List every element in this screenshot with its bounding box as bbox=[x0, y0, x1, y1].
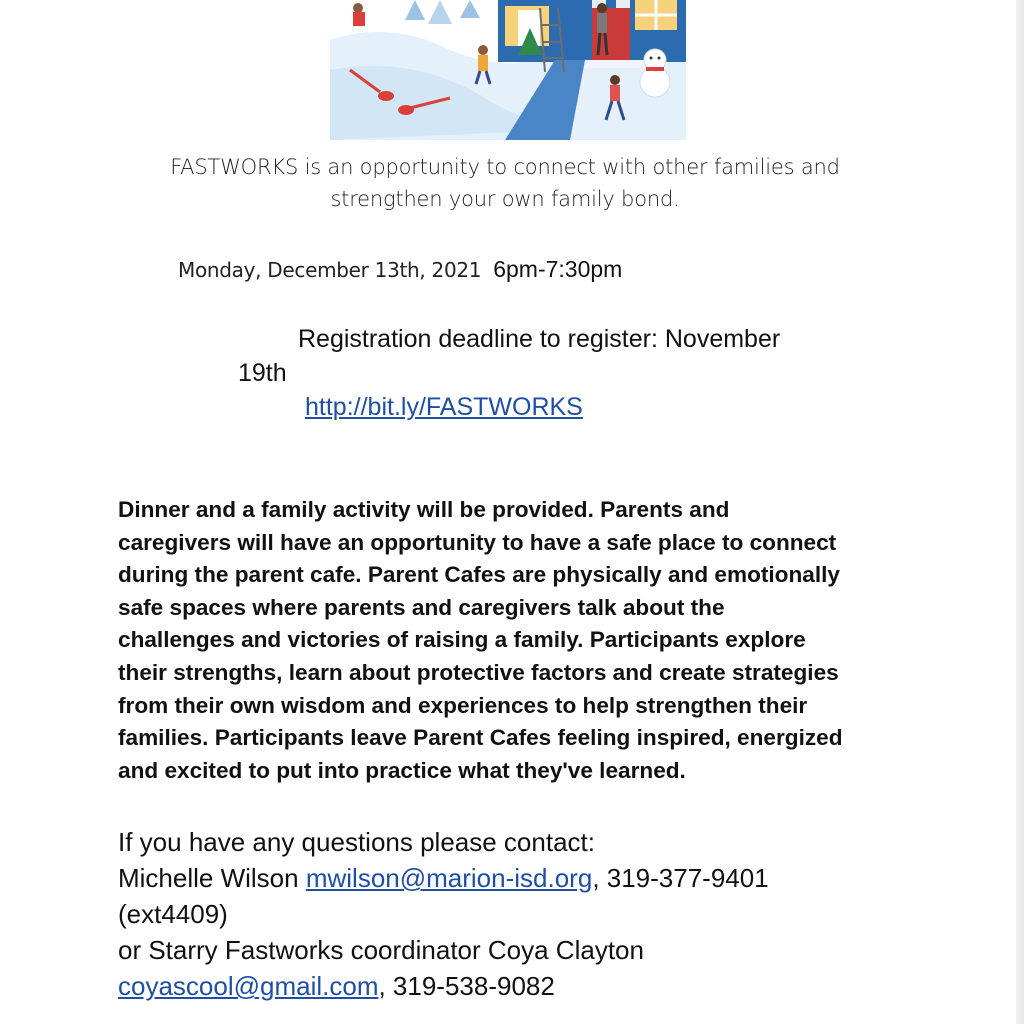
event-description bbox=[118, 494, 998, 787]
event-date-time bbox=[178, 256, 622, 283]
event-time: 6pm-7:30pm bbox=[493, 256, 623, 282]
contact-person-1-email-link[interactable]: mwilson@marion-isd.org bbox=[305, 863, 593, 893]
description-line: families. Participants leave Parent Cafes feeling inspired, energized bbox=[118, 725, 843, 751]
contact-person-2-email-link[interactable]: coyascool@gmail.com bbox=[118, 971, 379, 1001]
description-line: their strengths, learn about protective factors and create strategies bbox=[118, 659, 839, 685]
intro-line-2: strengthen your own family bond. bbox=[330, 187, 680, 211]
registration-link[interactable]: http://bit.ly/FASTWORKS bbox=[305, 393, 583, 421]
registration-deadline-line-1: Registration deadline to register: November bbox=[298, 325, 781, 353]
description-line: and excited to put into practice what they've learned. bbox=[118, 757, 686, 783]
page-edge bbox=[1016, 0, 1024, 1024]
contact-section bbox=[118, 824, 769, 1004]
contact-intro: If you have any questions please contact: bbox=[118, 827, 595, 857]
intro-line-1: FASTWORKS is an opportunity to connect with other families and bbox=[170, 155, 840, 179]
description-line: caregivers will have an opportunity to have a safe place to connect bbox=[118, 529, 837, 555]
description-line: from their own wisdom and experiences to help strengthen their bbox=[118, 692, 808, 718]
description-line: during the parent cafe. Parent Cafes are physically and emotionally bbox=[118, 562, 840, 588]
contact-person-2: or Starry Fastworks coordinator Coya Clayton bbox=[118, 935, 644, 965]
contact-person-1-ext: (ext4409) bbox=[118, 899, 228, 929]
winter-family-illustration bbox=[330, 0, 686, 140]
contact-person-1-name: Michelle Wilson bbox=[118, 863, 306, 893]
contact-person-2-line bbox=[118, 968, 769, 1004]
contact-person-1-phone: , 319-377-9401 bbox=[592, 863, 769, 893]
intro-text bbox=[110, 151, 900, 215]
description-line: Dinner and a family activity will be provided. Parents and bbox=[118, 497, 730, 522]
event-date: Monday, December 13th, 2021 bbox=[178, 258, 482, 282]
registration-deadline-line-2: 19th bbox=[238, 359, 287, 387]
description-line: safe spaces where parents and caregivers talk about the bbox=[118, 594, 725, 620]
contact-person-1 bbox=[118, 860, 769, 896]
description-line: challenges and victories of raising a family. Participants explore bbox=[118, 627, 806, 653]
contact-person-2-phone: , 319-538-9082 bbox=[378, 971, 555, 1001]
